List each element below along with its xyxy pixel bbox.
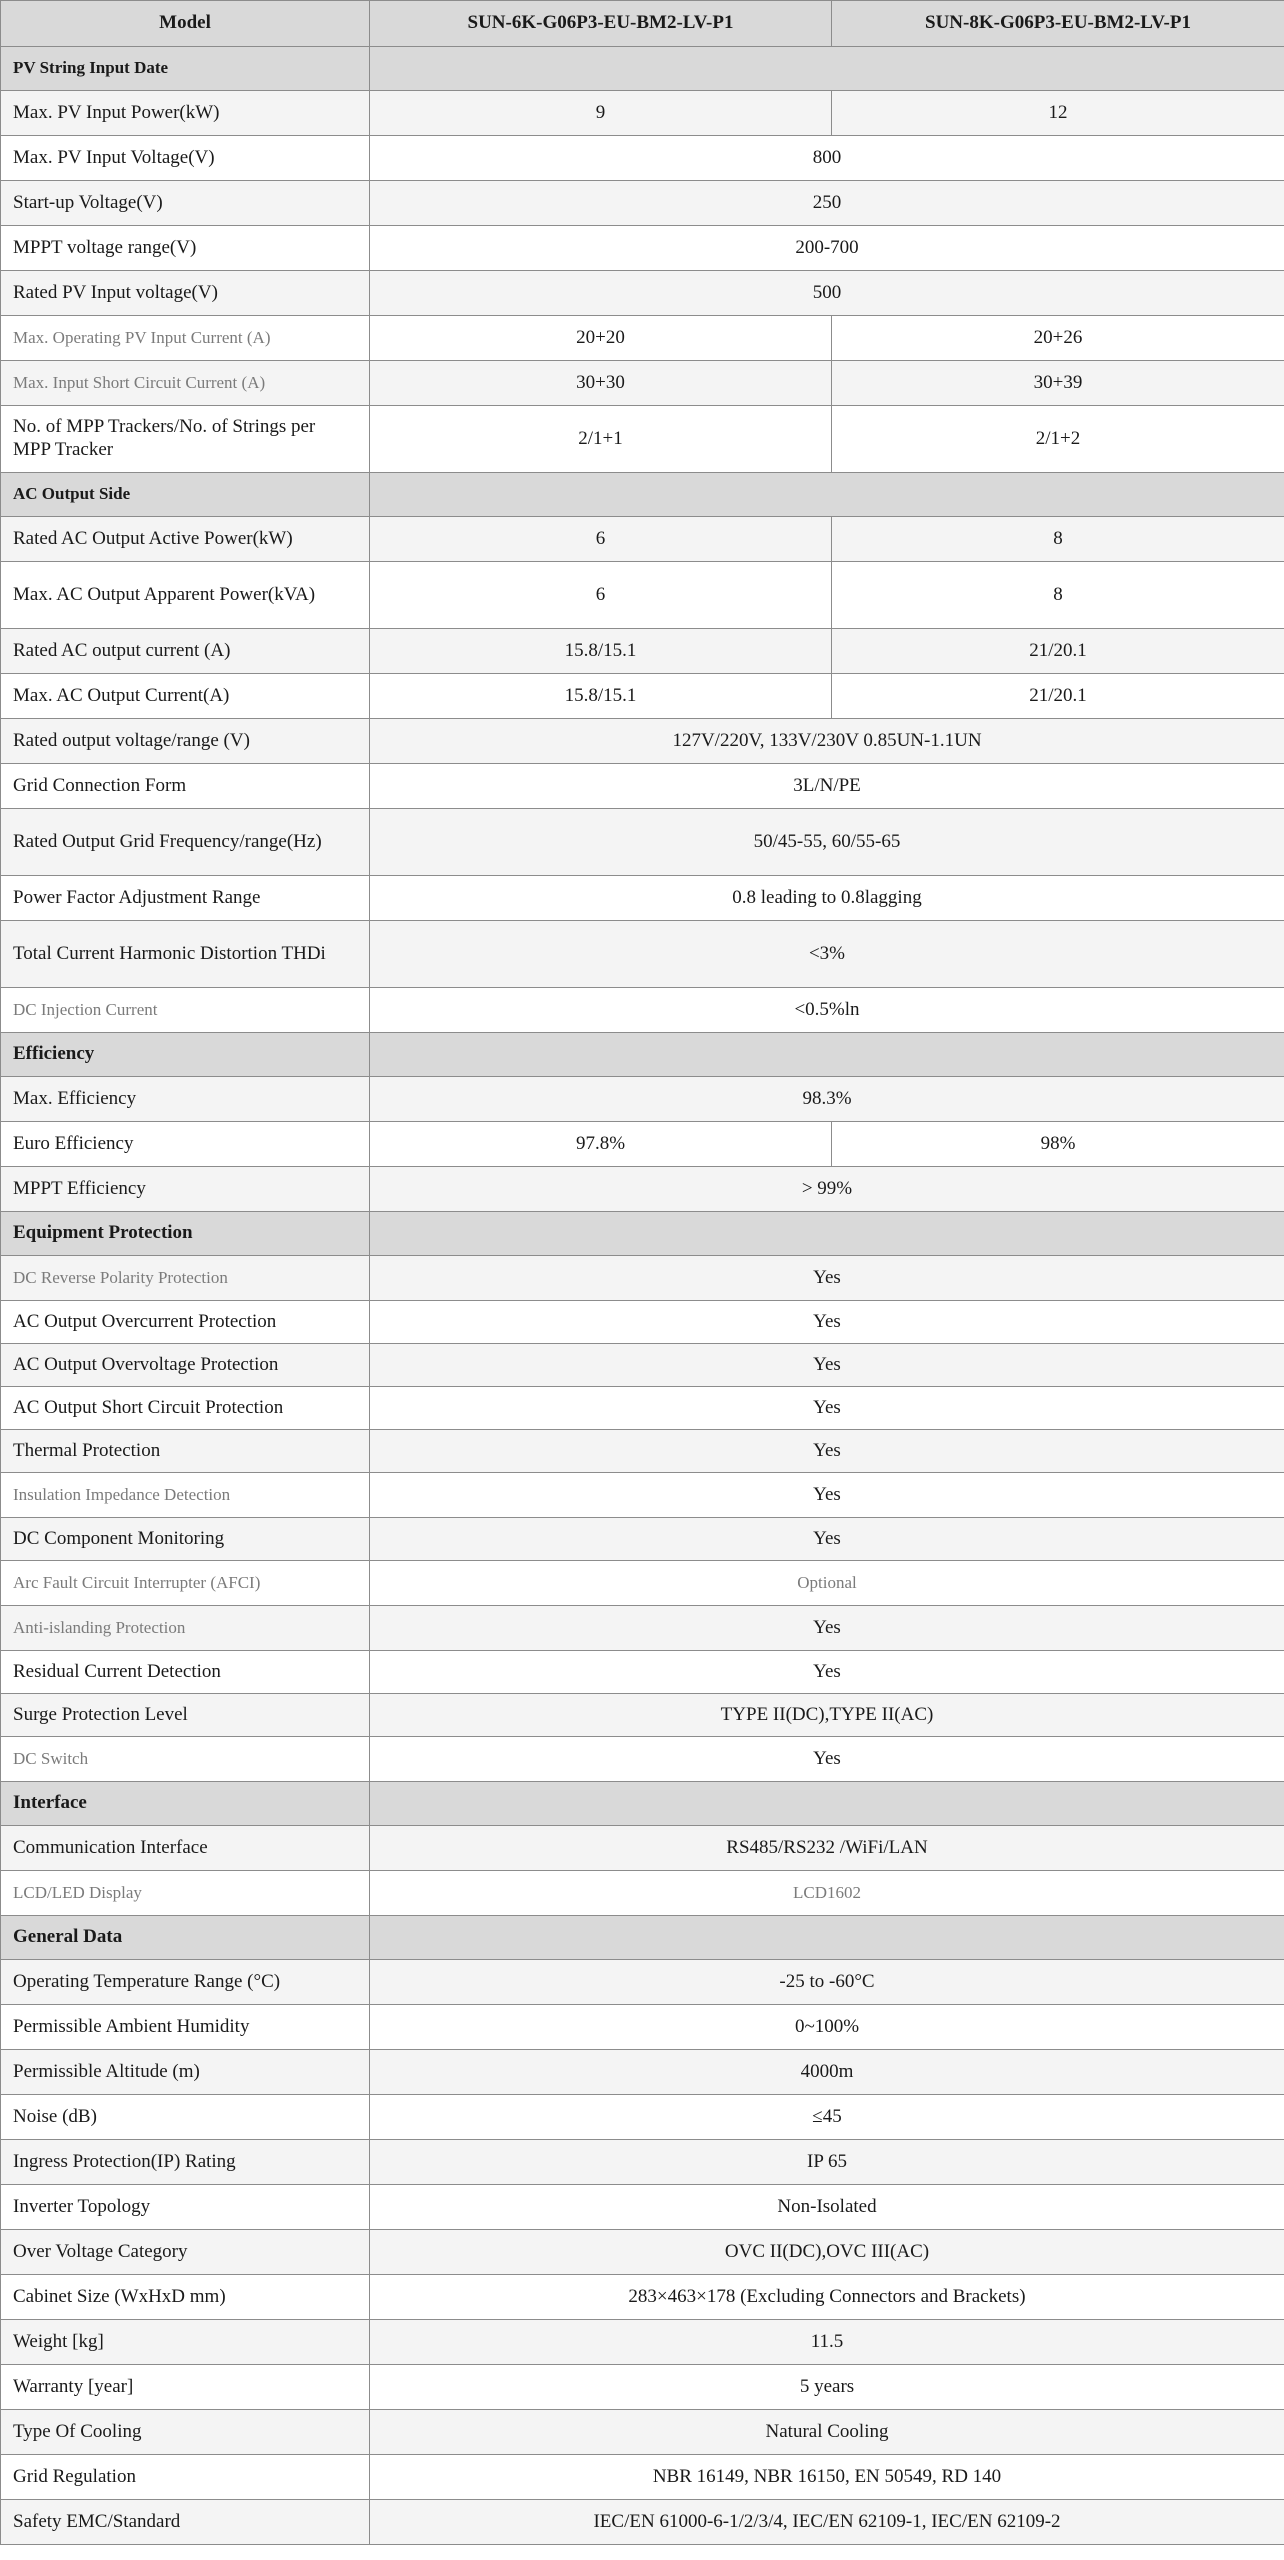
row-value-8k: 2/1+2: [832, 406, 1284, 473]
table-row: [1, 1561, 1284, 1606]
row-label: Cabinet Size (WxHxD mm): [1, 2275, 370, 2320]
row-label: Max. Efficiency: [1, 1077, 370, 1122]
section-title: AC Output Side: [1, 473, 370, 517]
table-row: [1, 1694, 1284, 1737]
row-value: 98.3%: [370, 1077, 1284, 1122]
row-value: 800: [370, 136, 1284, 181]
row-label: Ingress Protection(IP) Rating: [1, 2140, 370, 2185]
header-model-6k: SUN-6K-G06P3-EU-BM2-LV-P1: [370, 1, 832, 47]
row-value: 500: [370, 271, 1284, 316]
row-label: Weight [kg]: [1, 2320, 370, 2365]
table-row: [1, 1518, 1284, 1561]
table-row: [1, 2365, 1284, 2410]
table-row: [1, 2230, 1284, 2275]
table-row: [1, 316, 1284, 361]
table-row: [1, 1651, 1284, 1694]
row-value: Yes: [370, 1387, 1284, 1430]
row-value: Yes: [370, 1301, 1284, 1344]
row-label: AC Output Overvoltage Protection: [1, 1344, 370, 1387]
row-label: Operating Temperature Range (°C): [1, 1960, 370, 2005]
row-label: Surge Protection Level: [1, 1694, 370, 1737]
table-row: [1, 136, 1284, 181]
row-label: DC Switch: [1, 1737, 370, 1782]
row-value: Yes: [370, 1518, 1284, 1561]
table-row: [1, 2185, 1284, 2230]
table-row: [1, 2140, 1284, 2185]
section-title: PV String Input Date: [1, 47, 370, 91]
table-row: [1, 2320, 1284, 2365]
row-value-6k: 2/1+1: [370, 406, 832, 473]
row-label: Noise (dB): [1, 2095, 370, 2140]
table-row: [1, 809, 1284, 876]
table-row: [1, 1960, 1284, 2005]
table-row: [1, 876, 1284, 921]
row-value-8k: 12: [832, 91, 1284, 136]
row-value: -25 to -60°C: [370, 1960, 1284, 2005]
table-row: [1, 1122, 1284, 1167]
table-row: [1, 1606, 1284, 1651]
section-header-row: [1, 1782, 1284, 1826]
row-label: Grid Connection Form: [1, 764, 370, 809]
row-value-6k: 20+20: [370, 316, 832, 361]
row-label: Rated AC Output Active Power(kW): [1, 517, 370, 562]
row-label: DC Component Monitoring: [1, 1518, 370, 1561]
section-header-row: [1, 1033, 1284, 1077]
table-row: [1, 1430, 1284, 1473]
row-label: AC Output Overcurrent Protection: [1, 1301, 370, 1344]
row-value: 250: [370, 181, 1284, 226]
table-row: [1, 2275, 1284, 2320]
row-value-8k: 30+39: [832, 361, 1284, 406]
table-row: [1, 1737, 1284, 1782]
table-row: [1, 2005, 1284, 2050]
section-blank-cell: [370, 47, 1284, 91]
row-value-6k: 97.8%: [370, 1122, 832, 1167]
row-label: Max. AC Output Apparent Power(kVA): [1, 562, 370, 629]
table-row: [1, 719, 1284, 764]
row-label: DC Injection Current: [1, 988, 370, 1033]
row-value: OVC II(DC),OVC III(AC): [370, 2230, 1284, 2275]
section-blank-cell: [370, 1212, 1284, 1256]
row-label: Max. Operating PV Input Current (A): [1, 316, 370, 361]
header-model-8k: SUN-8K-G06P3-EU-BM2-LV-P1: [832, 1, 1284, 47]
row-label: Arc Fault Circuit Interrupter (AFCI): [1, 1561, 370, 1606]
row-label: Max. Input Short Circuit Current (A): [1, 361, 370, 406]
row-label: MPPT voltage range(V): [1, 226, 370, 271]
section-header-row: [1, 1212, 1284, 1256]
row-value-6k: 6: [370, 517, 832, 562]
row-value: RS485/RS232 /WiFi/LAN: [370, 1826, 1284, 1871]
row-label: Permissible Ambient Humidity: [1, 2005, 370, 2050]
row-label: Safety EMC/Standard: [1, 2500, 370, 2545]
section-blank-cell: [370, 1916, 1284, 1960]
section-header-row: [1, 1916, 1284, 1960]
row-label: AC Output Short Circuit Protection: [1, 1387, 370, 1430]
row-label: Max. AC Output Current(A): [1, 674, 370, 719]
row-value-6k: 30+30: [370, 361, 832, 406]
row-value: Non-Isolated: [370, 2185, 1284, 2230]
row-label: Inverter Topology: [1, 2185, 370, 2230]
row-label: Thermal Protection: [1, 1430, 370, 1473]
row-value: 0.8 leading to 0.8lagging: [370, 876, 1284, 921]
row-value: LCD1602: [370, 1871, 1284, 1916]
row-value: Natural Cooling: [370, 2410, 1284, 2455]
row-value: Yes: [370, 1737, 1284, 1782]
table-row: [1, 361, 1284, 406]
row-value: Yes: [370, 1256, 1284, 1301]
row-value: 3L/N/PE: [370, 764, 1284, 809]
table-row: [1, 562, 1284, 629]
table-row: [1, 2095, 1284, 2140]
row-value-8k: 21/20.1: [832, 674, 1284, 719]
row-label: Type Of Cooling: [1, 2410, 370, 2455]
row-value: Yes: [370, 1606, 1284, 1651]
row-label: Residual Current Detection: [1, 1651, 370, 1694]
row-label: Max. PV Input Voltage(V): [1, 136, 370, 181]
row-label: Permissible Altitude (m): [1, 2050, 370, 2095]
header-row: [1, 1, 1284, 47]
row-value: 0~100%: [370, 2005, 1284, 2050]
table-row: [1, 517, 1284, 562]
row-label: Euro Efficiency: [1, 1122, 370, 1167]
row-label: Total Current Harmonic Distortion THDi: [1, 921, 370, 988]
section-title: Efficiency: [1, 1033, 370, 1077]
table-row: [1, 2050, 1284, 2095]
row-label: DC Reverse Polarity Protection: [1, 1256, 370, 1301]
row-value: 127V/220V, 133V/230V 0.85UN-1.1UN: [370, 719, 1284, 764]
table-row: [1, 674, 1284, 719]
row-value-8k: 20+26: [832, 316, 1284, 361]
table-row: [1, 1871, 1284, 1916]
row-value: <0.5%ln: [370, 988, 1284, 1033]
table-row: [1, 988, 1284, 1033]
row-label: Insulation Impedance Detection: [1, 1473, 370, 1518]
table-row: [1, 1387, 1284, 1430]
row-value: > 99%: [370, 1167, 1284, 1212]
table-row: [1, 91, 1284, 136]
table-row: [1, 2455, 1284, 2500]
row-value: IEC/EN 61000-6-1/2/3/4, IEC/EN 62109-1, IEC/EN 62109-2: [370, 2500, 1284, 2545]
row-label: Rated PV Input voltage(V): [1, 271, 370, 316]
row-label: Warranty [year]: [1, 2365, 370, 2410]
table-row: [1, 1301, 1284, 1344]
row-value: <3%: [370, 921, 1284, 988]
section-blank-cell: [370, 1033, 1284, 1077]
row-label: Rated AC output current (A): [1, 629, 370, 674]
row-label: Rated output voltage/range (V): [1, 719, 370, 764]
section-title: Equipment Protection: [1, 1212, 370, 1256]
table-row: [1, 1167, 1284, 1212]
row-label: MPPT Efficiency: [1, 1167, 370, 1212]
row-label: Rated Output Grid Frequency/range(Hz): [1, 809, 370, 876]
row-label: Power Factor Adjustment Range: [1, 876, 370, 921]
table-row: [1, 181, 1284, 226]
row-value-6k: 9: [370, 91, 832, 136]
row-value: TYPE II(DC),TYPE II(AC): [370, 1694, 1284, 1737]
row-value: 4000m: [370, 2050, 1284, 2095]
table-row: [1, 629, 1284, 674]
table-row: [1, 271, 1284, 316]
section-header-row: [1, 47, 1284, 91]
row-label: Start-up Voltage(V): [1, 181, 370, 226]
row-value: 50/45-55, 60/55-65: [370, 809, 1284, 876]
row-value-8k: 8: [832, 562, 1284, 629]
row-value: Yes: [370, 1651, 1284, 1694]
header-model: Model: [1, 1, 370, 47]
row-label: No. of MPP Trackers/No. of Strings per MPP Tracker: [1, 406, 370, 473]
table-row: [1, 1826, 1284, 1871]
table-row: [1, 406, 1284, 473]
row-value: Yes: [370, 1344, 1284, 1387]
row-label: Over Voltage Category: [1, 2230, 370, 2275]
row-label: Communication Interface: [1, 1826, 370, 1871]
table-row: [1, 226, 1284, 271]
row-value: 283×463×178 (Excluding Connectors and Brackets): [370, 2275, 1284, 2320]
row-value: Yes: [370, 1430, 1284, 1473]
row-value: ≤45: [370, 2095, 1284, 2140]
row-value: IP 65: [370, 2140, 1284, 2185]
row-value-8k: 8: [832, 517, 1284, 562]
section-blank-cell: [370, 1782, 1284, 1826]
section-title: General Data: [1, 1916, 370, 1960]
table-row: [1, 2410, 1284, 2455]
table-row: [1, 1344, 1284, 1387]
row-value: 5 years: [370, 2365, 1284, 2410]
row-value: Yes: [370, 1473, 1284, 1518]
table-body: [1, 47, 1284, 2545]
row-value-6k: 15.8/15.1: [370, 674, 832, 719]
table-row: [1, 1473, 1284, 1518]
row-value-6k: 15.8/15.1: [370, 629, 832, 674]
table-row: [1, 921, 1284, 988]
section-title: Interface: [1, 1782, 370, 1826]
section-header-row: [1, 473, 1284, 517]
table-row: [1, 764, 1284, 809]
row-value: Optional: [370, 1561, 1284, 1606]
row-value-8k: 21/20.1: [832, 629, 1284, 674]
row-label: Grid Regulation: [1, 2455, 370, 2500]
row-label: LCD/LED Display: [1, 1871, 370, 1916]
table-row: [1, 2500, 1284, 2545]
section-blank-cell: [370, 473, 1284, 517]
table-row: [1, 1256, 1284, 1301]
table-row: [1, 1077, 1284, 1122]
row-value: 200-700: [370, 226, 1284, 271]
row-value-8k: 98%: [832, 1122, 1284, 1167]
row-value: NBR 16149, NBR 16150, EN 50549, RD 140: [370, 2455, 1284, 2500]
row-label: Anti-islanding Protection: [1, 1606, 370, 1651]
row-label: Max. PV Input Power(kW): [1, 91, 370, 136]
row-value: 11.5: [370, 2320, 1284, 2365]
row-value-6k: 6: [370, 562, 832, 629]
